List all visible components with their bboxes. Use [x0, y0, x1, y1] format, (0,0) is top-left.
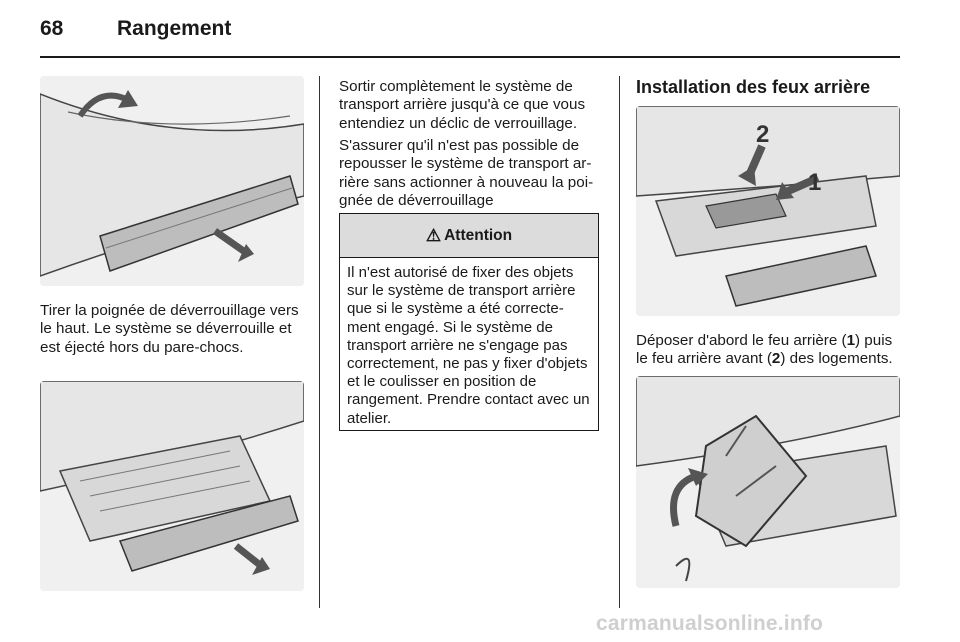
section-title: Installation des feux arrière: [636, 77, 871, 97]
paragraph-extend: Sortir complètement le système de transport arrière jusqu'à ce que vous entendiez un déclic de verrouillage.: [339, 78, 586, 132]
column-divider: [619, 76, 620, 608]
attention-text: Il n'est autorisé de fixer des objets sur le système de transport arrière que si le système a été correctement engagé. Si le système de transport arrière ne s'engage pas correctement, ne pas y fixer d'objets et le coulisser en position de rangement. Prendre contact avec un atelier.: [347, 264, 590, 427]
label-1: 1: [808, 169, 822, 196]
caption-ref-2: 2: [771, 350, 781, 368]
warning-triangle-icon: ⚠: [425, 225, 442, 245]
caption-ref-1: 1: [846, 332, 856, 349]
attention-header: [340, 214, 598, 258]
caption-text: ) puis le feu arrière avant (: [636, 332, 893, 368]
paragraph-check-lock: S'assurer qu'il n'est pas possible de repousser le système de transport arrière sans actionner à nouveau la poignée de déverrouillage: [339, 137, 594, 209]
page-title: Rangement: [117, 17, 232, 40]
figure-carrier-ejected: [40, 381, 304, 591]
caption-text: Déposer d'abord le feu arrière (: [636, 332, 847, 349]
attention-box: [339, 213, 599, 431]
figure-lamp-removal: [636, 376, 900, 588]
label-2: 2: [756, 121, 770, 148]
bumper-illustration-1: [40, 76, 304, 286]
attention-title: Attention: [444, 226, 513, 244]
watermark: carmanualsonline.info: [596, 612, 824, 635]
bumper-illustration-2: [40, 381, 304, 591]
header-rule: [40, 56, 900, 58]
lamp-removal-illustration: [636, 376, 900, 588]
page-number: 68: [40, 17, 64, 40]
caption-text: ) des logements.: [780, 350, 893, 368]
figure-release-handle: [40, 76, 304, 286]
lamps-illustration: [636, 106, 900, 316]
right-caption: [636, 332, 904, 369]
figure-lamps-positions: [636, 106, 900, 316]
column-divider: [319, 76, 320, 608]
left-caption: Tirer la poignée de déverrouillage vers le haut. Le système se déverrouille et est éjecté hors du pare-chocs.: [40, 302, 299, 356]
